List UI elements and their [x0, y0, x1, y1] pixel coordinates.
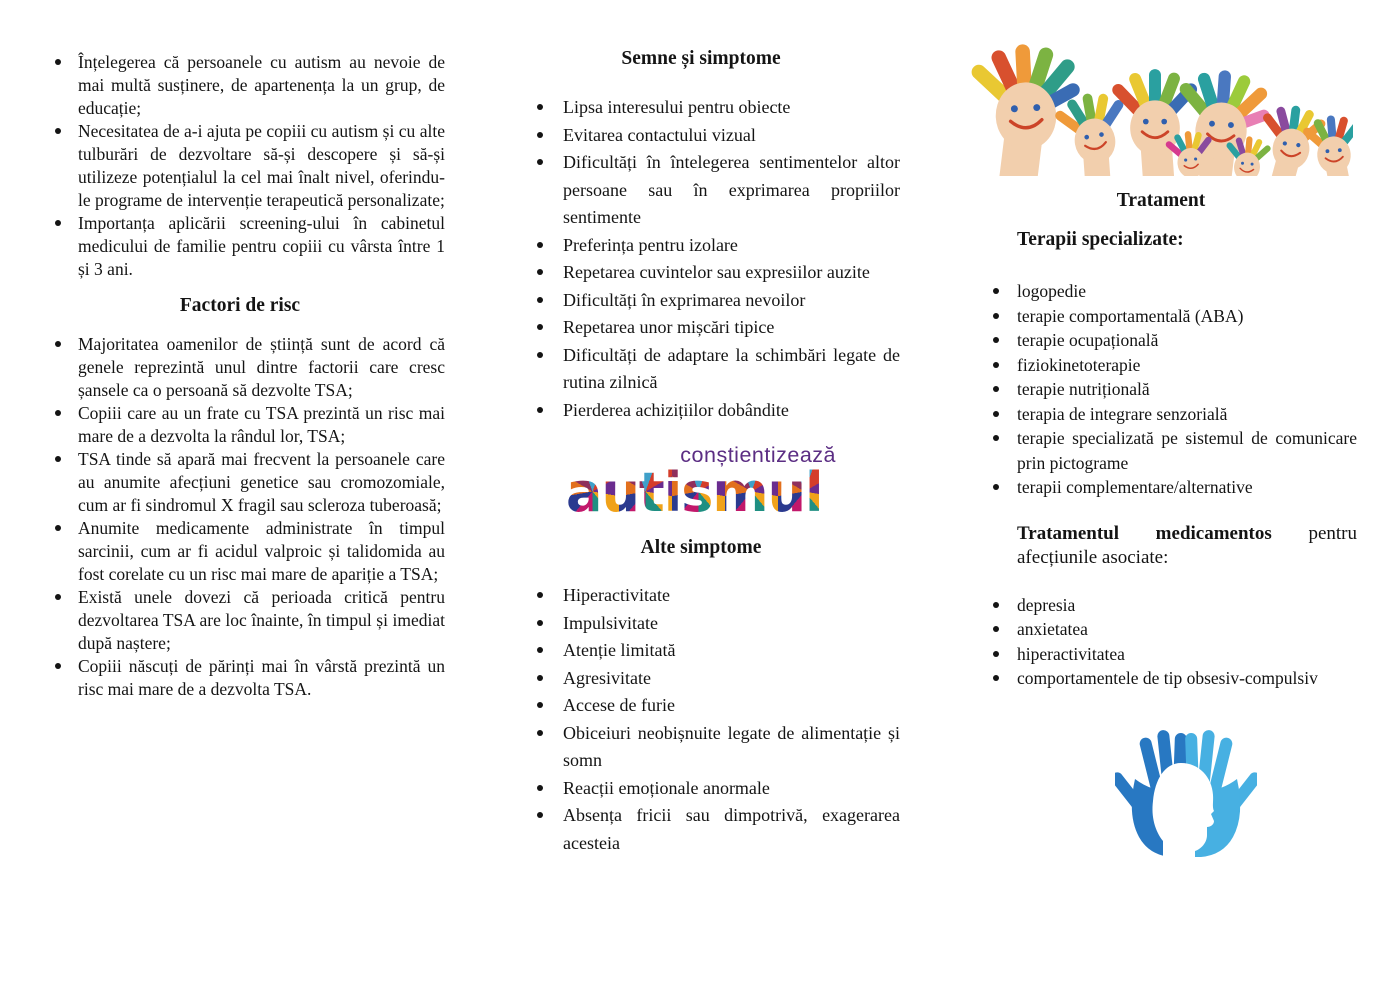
list-item: Majoritatea oamenilor de știință sunt de acord că genele reprezintă unul dintre factorii care cresc șansele ca o persoană să dezvolte TSA;	[35, 333, 445, 402]
painted-hands-image	[968, 28, 1353, 176]
therapies-list	[965, 279, 1357, 500]
list-item: Repetarea unor mișcări tipice	[502, 314, 900, 342]
list-item: Reacții emoționale anormale	[502, 775, 900, 803]
subheading-rest-part: pentru afecțiunile asociate:	[1017, 522, 1357, 568]
list-item: Există unele dovezi că perioada critică pentru dezvoltarea TSA are loc înainte, în timpul și imediat după naștere;	[35, 586, 445, 655]
hands-child-silhouette-logo	[1115, 723, 1257, 861]
symptoms-list	[502, 94, 900, 424]
list-item: Atenție limitată	[502, 637, 900, 665]
intro-list	[35, 51, 445, 281]
list-item: Accese de furie	[502, 692, 900, 720]
list-item: Lipsa interesului pentru obiecte	[502, 94, 900, 122]
list-item: terapii complementare/alternative	[965, 475, 1357, 500]
autism-awareness-logo	[566, 442, 838, 524]
list-item: Absența fricii sau dimpotrivă, exagerarea acesteia	[502, 802, 900, 857]
list-item: anxietatea	[965, 617, 1357, 642]
list-item: Preferința pentru izolare	[502, 232, 900, 260]
list-item: Dificultăți în exprimarea nevoilor	[502, 287, 900, 315]
list-item: Dificultăți de adaptare la schimbări legate de rutina zilnică	[502, 342, 900, 397]
subheading-tratament-medicamentos	[965, 522, 1357, 571]
list-item: Pierderea achizițiilor dobândite	[502, 397, 900, 425]
awareness-logo-wordmark: autismul	[566, 468, 838, 518]
list-item: Obiceiuri neobișnuite legate de alimentație și somn	[502, 720, 900, 775]
list-item: Necesitatea de a-i ajuta pe copiii cu autism și cu alte tulburări de dezvoltare să-și descopere și să-și utilizeze potențialul la cel mai înalt nivel, oferindu-le programe de intervenție terapeutică personalizate;	[35, 120, 445, 212]
list-item: Evitarea contactului vizual	[502, 122, 900, 150]
subheading-terapii-specializate: Terapii specializate:	[1017, 229, 1184, 250]
other-symptoms-list	[502, 582, 900, 857]
medications-list	[965, 593, 1357, 691]
middle-column	[502, 46, 900, 857]
risk-factors-list	[35, 333, 445, 701]
list-item: Hiperactivitate	[502, 582, 900, 610]
list-item: Copiii care au un frate cu TSA prezintă un risc mai mare de a dezvolta la rândul lor, TSA;	[35, 402, 445, 448]
heading-alte-simptome: Alte simptome	[640, 537, 762, 558]
list-item: Agresivitate	[502, 665, 900, 693]
left-column	[35, 51, 445, 701]
list-item: terapia de integrare senzorială	[965, 402, 1357, 427]
list-item: Anumite medicamente administrate în timpul sarcinii, cum ar fi acidul valproic și talidomida au fost corelate cu un risc mai mare de apariție a TSA;	[35, 517, 445, 586]
list-item: comportamentele de tip obsesiv-compulsiv	[965, 666, 1357, 691]
heading-semne-si-simptome: Semne și simptome	[621, 48, 781, 69]
list-item: terapie nutrițională	[965, 377, 1357, 402]
list-item: Impulsivitate	[502, 610, 900, 638]
awareness-logo-line1: conștientizează	[680, 443, 836, 467]
list-item: Dificultăți în întelegerea sentimentelor altor persoane sau în exprimarea propriilor sentimente	[502, 149, 900, 232]
list-item: terapie ocupațională	[965, 328, 1357, 353]
list-item: terapie comportamentală (ABA)	[965, 304, 1357, 329]
list-item: hiperactivitatea	[965, 642, 1357, 667]
list-item: Repetarea cuvintelor sau expresiilor auzite	[502, 259, 900, 287]
list-item: Copiii născuți de părinți mai în vârstă prezintă un risc mai mare de a dezvolta TSA.	[35, 655, 445, 701]
list-item: terapie specializată pe sistemul de comunicare prin pictograme	[965, 426, 1357, 475]
list-item: Importanța aplicării screening-ului în cabinetul medicului de familie pentru copiii cu vârsta între 1 și 3 ani.	[35, 212, 445, 281]
list-item: depresia	[965, 593, 1357, 618]
list-item: Înțelegerea că persoanele cu autism au nevoie de mai multă susținere, de apartenența la un grup, de educație;	[35, 51, 445, 120]
list-item: TSA tinde să apară mai frecvent la persoanele care au anumite afecțiuni genetice sau cromozomiale, cum ar fi sindromul X fragil sau scleroza tuberoasă;	[35, 448, 445, 517]
heading-tratament: Tratament	[1116, 190, 1206, 211]
list-item: fiziokinetoterapie	[965, 353, 1357, 378]
subheading-bold-part: Tratamentul medicamentos	[1017, 522, 1272, 544]
right-column	[965, 28, 1357, 861]
heading-factori-de-risc: Factori de risc	[179, 295, 301, 316]
list-item: logopedie	[965, 279, 1357, 304]
